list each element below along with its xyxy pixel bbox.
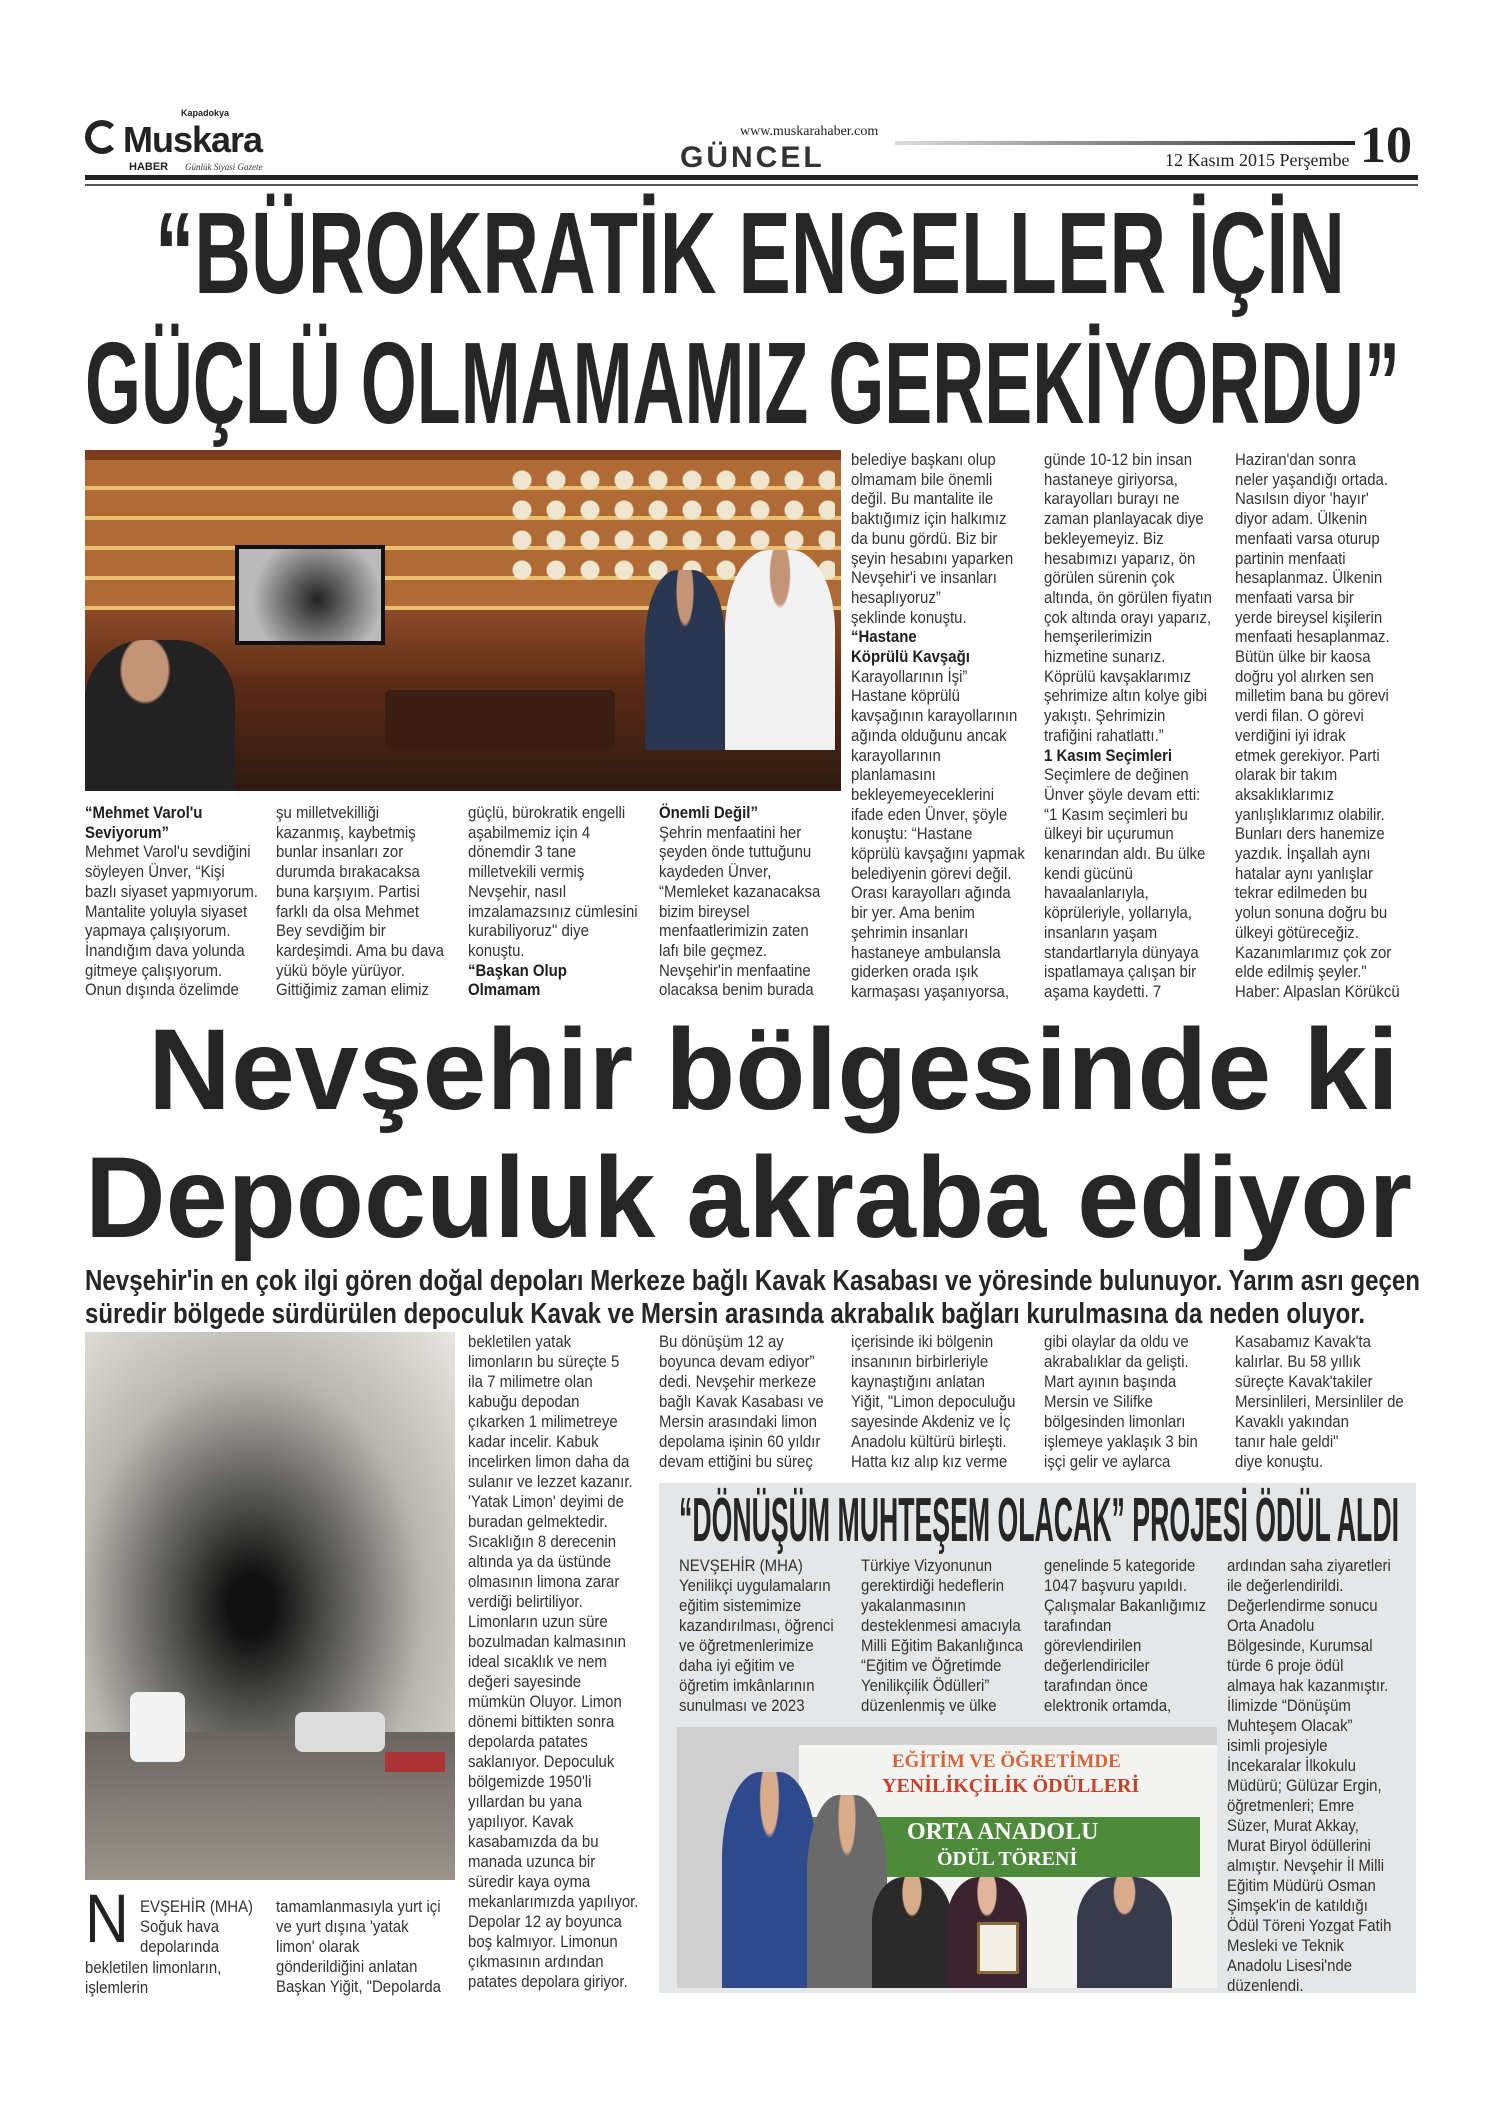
- headline-line-2: GÜÇLÜ OLMAMAMIZ GEREKİYORDU”: [85, 318, 1400, 448]
- body-text: Kasabamız Kavak'ta kalırlar. Bu 58 yıllık süreçte Kavak'takiler Mersinlileri, Mersinliler de Kavaklı yakından tanır hale geldi" diye konuştu.: [1235, 1332, 1404, 1471]
- certificate: [977, 1922, 1019, 1974]
- dropcap: N: [85, 1880, 129, 1957]
- article2-column-1: [85, 1958, 221, 1998]
- body-text: tamamlanmasıyla yurt içi ve yurt dışına 'yatak limon' olarak gönderildiğini anlatan Başkan Yiğit, "Depolarda: [276, 1897, 441, 1996]
- meeting-photo: [85, 450, 841, 791]
- article3-column-3: [1044, 1556, 1206, 1716]
- body-text: şu milletvekilliği kazanmış, kaybetmiş bunlar insanları zor durumda bırakacaksa buna karşıyım. Partisi farklı da olsa Mehmet Bey sevdiğim bir kardeşimdi. Ama bu dava yükü böyle yürüyor. Gittiğimiz zaman elimiz: [276, 803, 444, 1000]
- headline-line-2: Depoculuk akraba ediyor: [85, 1134, 1412, 1262]
- body-text: güçlü, bürokratik engelli aşabilmemiz için 4 dönemdir 3 tane milletvekili vermiş Nevşehir, nasıl imzalamazsınız cümlesini kurabiliyoruz" diye konuştu.: [468, 803, 638, 960]
- tunnel-photo: [85, 1332, 455, 1880]
- body-text: içerisinde iki bölgenin insanının birbirleriyle kaynaştığını anlatan Yiğit, "Limon depoculuğu sayesinde Akdeniz ve İç Anadolu kültürü birleşti. Hatta kız alıp kız verme: [851, 1332, 1016, 1471]
- body-text: bekletilen yatak limonların bu süreçte 5 ila 7 milimetre olan kabuğu depodan çıkarken 1 milimetreye kadar incelir. Kabuk incelirken limon daha da sulanır ve lezzet kazanır. 'Yatak Limon' deyimi de buradan gelmektedir. Sıcaklığın 8 derecenin altında ya da üstünde olmasının limona zarar verdiği belirtiliyor. Limonların uzun süre bozulmadan kalmasının ideal sıcaklık ve nem değeri sayesinde mümkün Oluyor. Limon dönemi bittikten sonra depolarda patates saklanıyor. Depoculuk bölgemizde 1950'li yıllardan bu yana yapılıyor. Kavak kasabamızda da bu manada uzunca bir süredir kaya oyma mekanlarımızda yapılıyor. Depolar 12 ay boyunca boş kalmıyor. Limonun çıkmasının ardından patates depolara giriyor.: [468, 1332, 639, 1991]
- body-text: gibi olaylar da oldu ve akrabalıklar da gelişti. Mart ayının başında Mersin ve Silifke bölgesinden limonları işlemeye yaklaşık 3 bin işçi gelir ve aylarca: [1044, 1332, 1198, 1471]
- banner-line-1: EĞİTİM VE ÖĞRETİMDE: [892, 1751, 1121, 1772]
- logo-top-text: Kapadokya: [181, 108, 230, 118]
- article2-column-3: [468, 1332, 638, 1992]
- logo-name: Muskara: [123, 119, 263, 160]
- header-rule-thick: [85, 175, 1418, 180]
- person-1: [722, 1772, 817, 1988]
- headline-line-1: Nevşehir bölgesinde ki: [148, 1006, 1399, 1134]
- body-text: Seçimlere de değinen Ünver şöyle devam etti: “1 Kasım seçimleri bu ülkeyi bir uçurumun kenarından aldı. Bu ülke kendi gücünü havaalanlarıyla, köprüleriyle, yollarıyla, insanların yaşam standartlarıyla dünyaya ispatlamaya çalışan bir aşama kaydetti. 7: [1044, 765, 1206, 1001]
- sacks-right: [295, 1712, 385, 1752]
- article2-column-2: [276, 1897, 441, 1997]
- article3-column-2: [861, 1556, 1023, 1716]
- article2-headline: [0, 1004, 1500, 1331]
- article1-column-3: [468, 803, 638, 1000]
- logo[interactable]: [85, 108, 300, 174]
- article3-headline: [659, 1483, 1416, 1556]
- person-5: [1077, 1877, 1172, 1988]
- subheading: “Mehmet Varol'u Seviyorum”: [85, 803, 203, 842]
- body-text: Türkiye Vizyonunun gerektirdiği hedeflerin yakalanmasının desteklenmesi amacıyla Milli Eğitim Bakanlığınca “Eğitim ve Öğretimde Yenilikçilik Ödülleri” düzenlenmiş ve ülke: [861, 1556, 1024, 1715]
- person-right-1: [645, 570, 725, 750]
- article3-column-4: [1227, 1556, 1391, 1996]
- issue-date: 12 Kasım 2015 Perşembe: [1165, 150, 1350, 170]
- coffee-table: [385, 690, 615, 750]
- article1-column-6: [1044, 450, 1212, 1002]
- banner-line-4: ÖDÜL TÖRENİ: [937, 1848, 1078, 1870]
- body-text: belediye başkanı olup olmamam bile önemli değil. Bu mantalite ile baktığımız için halkımız da bunu gördü. Biz bir şeyin hesabını yaparken Nevşehir'i ve insanları hesaplıyoruz” şeklinde konuştu.: [851, 450, 1014, 627]
- tv-screen: [235, 545, 385, 645]
- person-left: [85, 640, 235, 791]
- logo-tagline: Günlük Siyasi Gazete: [185, 162, 263, 172]
- subheading: “Başkan Olup Olmamam: [468, 960, 567, 1000]
- award-ceremony-photo: [677, 1727, 1217, 1988]
- article2-column-7: [1235, 1332, 1404, 1472]
- masthead: [0, 0, 1500, 190]
- body-text: Haziran'dan sonra neler yaşandığı ortada. Nasılsın diyor 'hayır' diyor adam. Ülkenin menfaati varsa oturup partinin menfaati hesaplanmaz. Ülkenin menfaati varsa bir yerde bireysel kişilerin menfaati hesaplanmaz. Bütün ülke bir kaosa doğru yol alırken sen milletim bana bu görevi verdi filan. O görevi verdiğini iyi idrak etmek gerekiyor. Parti olarak bir takım aksaklıklarımız yanlışlıklarımız olabilir. Bunları ders hanemize yazdık. İnşallah aynı hatalar aynı yanlışlar tekrar edilmeden bu yolun sonuna doğru bu ülkeyi götüreceğiz. Kazanımlarımız çok zor elde edilmiş şeyler." Haber: Alpaslan Körükcü: [1235, 450, 1400, 1001]
- crescent-icon: [85, 120, 119, 154]
- body-text: bekletilen limonların, işlemlerin: [85, 1958, 222, 1997]
- page-number: 10: [1360, 117, 1412, 174]
- article2-intro: EVŞEHİR (MHA) Soğuk hava depolarında: [140, 1897, 254, 1956]
- article1-column-7: [1235, 450, 1400, 1002]
- website-url[interactable]: www.muskarahaber.com: [740, 124, 879, 139]
- person-3: [872, 1877, 952, 1988]
- logo-haber: HABER: [129, 161, 169, 173]
- article1-column-1: [85, 803, 258, 1000]
- subheading: “Hastane Köprülü Kavşağı: [851, 627, 970, 667]
- header-gradient-rule: [895, 141, 1355, 145]
- body-text: Şehrin menfaatini her şeyden önde tuttuğunu kaydeden Ünver, “Memleket kazanacaksa bizim bireysel menfaatlerimizin zaten lafı bile geçmez. Nevşehir'in menfaatine olacaksa benim burada: [659, 822, 821, 1000]
- subheading: Önemli Değil”: [659, 803, 758, 822]
- body-text: Mehmet Varol'u sevdiğini söyleyen Ünver, “Kişi bazlı siyaset yapmıyorum. Mantalite yoluyla siyaset yapmaya çalışıyorum. İnandığım dava yolunda gitmeye çalışıyorum. Onun dışında özelimde: [85, 842, 258, 1000]
- body-text: günde 10-12 bin insan hastaneye giriyorsa, karayolları burayı ne zaman planlayacak diye bekleyemeyiz. Biz hesabımızı yaparız, ön görülen sürenin çok altında, ön görülen fiyatın çok altında orayı yaparız, hemşerilerimizin hizmetine sunarız. Köprülü kavşaklarımız şehrimize altın kolye gibi yakıştı. Şehrimizin trafiğini rahatlattı.”: [1044, 450, 1213, 745]
- banner-line-3: ORTA ANADOLU: [907, 1819, 1099, 1845]
- lead-line-2: süredir bölgede sürdürülen depoculuk Kavak ve Mersin arasında akrabalık bağları kurulmasına da neden oluyor.: [85, 1298, 1365, 1330]
- red-crates: [385, 1752, 445, 1772]
- article2-column-6: [1044, 1332, 1198, 1472]
- person-right-2: [725, 550, 835, 750]
- subheading: 1 Kasım Seçimleri: [1044, 745, 1173, 765]
- body-text: ardından saha ziyaretleri ile değerlendirildi. Değerlendirme sonucu Orta Anadolu Bölgesinde, Kurumsal türde 6 proje ödül almaya hak kazanmıştır. İlimizde “Dönüşüm Muhteşem Olacak” isimli projesiyle İncekaralar İlkokulu Müdürü; Gülüzar Ergin, öğretmenleri; Emre Süzer, Murat Akkay, Murat Biryol ödüllerini almıştır. Nevşehir İl Milli Eğitim Müdürü Osman Şimşek'in de katıldığı Ödül Töreni Yozgat Fatih Mesleki ve Teknik Anadolu Lisesi'nde düzenlendi.: [1227, 1556, 1392, 1995]
- lead-line-1: Nevşehir'in en çok ilgi gören doğal depoları Merkeze bağlı Kavak Kasabası ve yöresinde bulunuyor. Yarım asrı geçen: [85, 1265, 1420, 1297]
- article2-column-5: [851, 1332, 1015, 1472]
- body-text: NEVŞEHİR (MHA) Yenilikçi uygulamaların eğitim sistemimize kazandırılması, öğrenci ve öğretmenlerimize daha iyi eğitim ve öğretim imkânlarının sunulması ve 2023: [679, 1556, 834, 1715]
- body-text: Karayollarının İşi” Hastane köprülü kavşağının karayollarının ağında olduğunu ancak karayollarının planlamasını bekleyemeyeceklerini ifade eden Ünver, şöyle konuştu: “Hastane köprülü kavşağını yapmak belediyenin görevi değil. Orası karayolları ağında bir yer. Ama benim şehrimin insanları hastaneye ambulansla giderken orada ışık karmaşası yaşanıyorsa,: [851, 666, 1025, 1001]
- article1-headline: [0, 186, 1500, 450]
- body-text: genelinde 5 kategoride 1047 başvuru yapıldı. Çalışmalar Bakanlığımız tarafından görevlendirilen değerlendiriciler tarafından önce elektronik ortamda,: [1044, 1556, 1207, 1715]
- article2-column-4: [659, 1332, 824, 1472]
- section-label: GÜNCEL: [680, 141, 825, 174]
- article3-column-1: [679, 1556, 834, 1716]
- article1-column-2: [276, 803, 444, 1000]
- headline: “DÖNÜŞÜM MUHTEŞEM OLACAK” PROJESİ ÖDÜL ALDI: [679, 1486, 1399, 1555]
- sacks: [130, 1692, 185, 1762]
- body-text: Bu dönüşüm 12 ay boyunca devam ediyor” dedi. Nevşehir merkeze bağlı Kavak Kasabası ve Mersin arasındaki limon depolama işinin 60 yıldır devam ettiğini bu süreç: [659, 1332, 824, 1471]
- article1-column-5: [851, 450, 1025, 1002]
- banner-line-2: YENİLİKÇİLİK ÖDÜLLERİ: [882, 1775, 1140, 1797]
- headline-line-1: “BÜROKRATİK ENGELLER İÇİN: [155, 188, 1345, 318]
- article1-column-4: [659, 803, 820, 1000]
